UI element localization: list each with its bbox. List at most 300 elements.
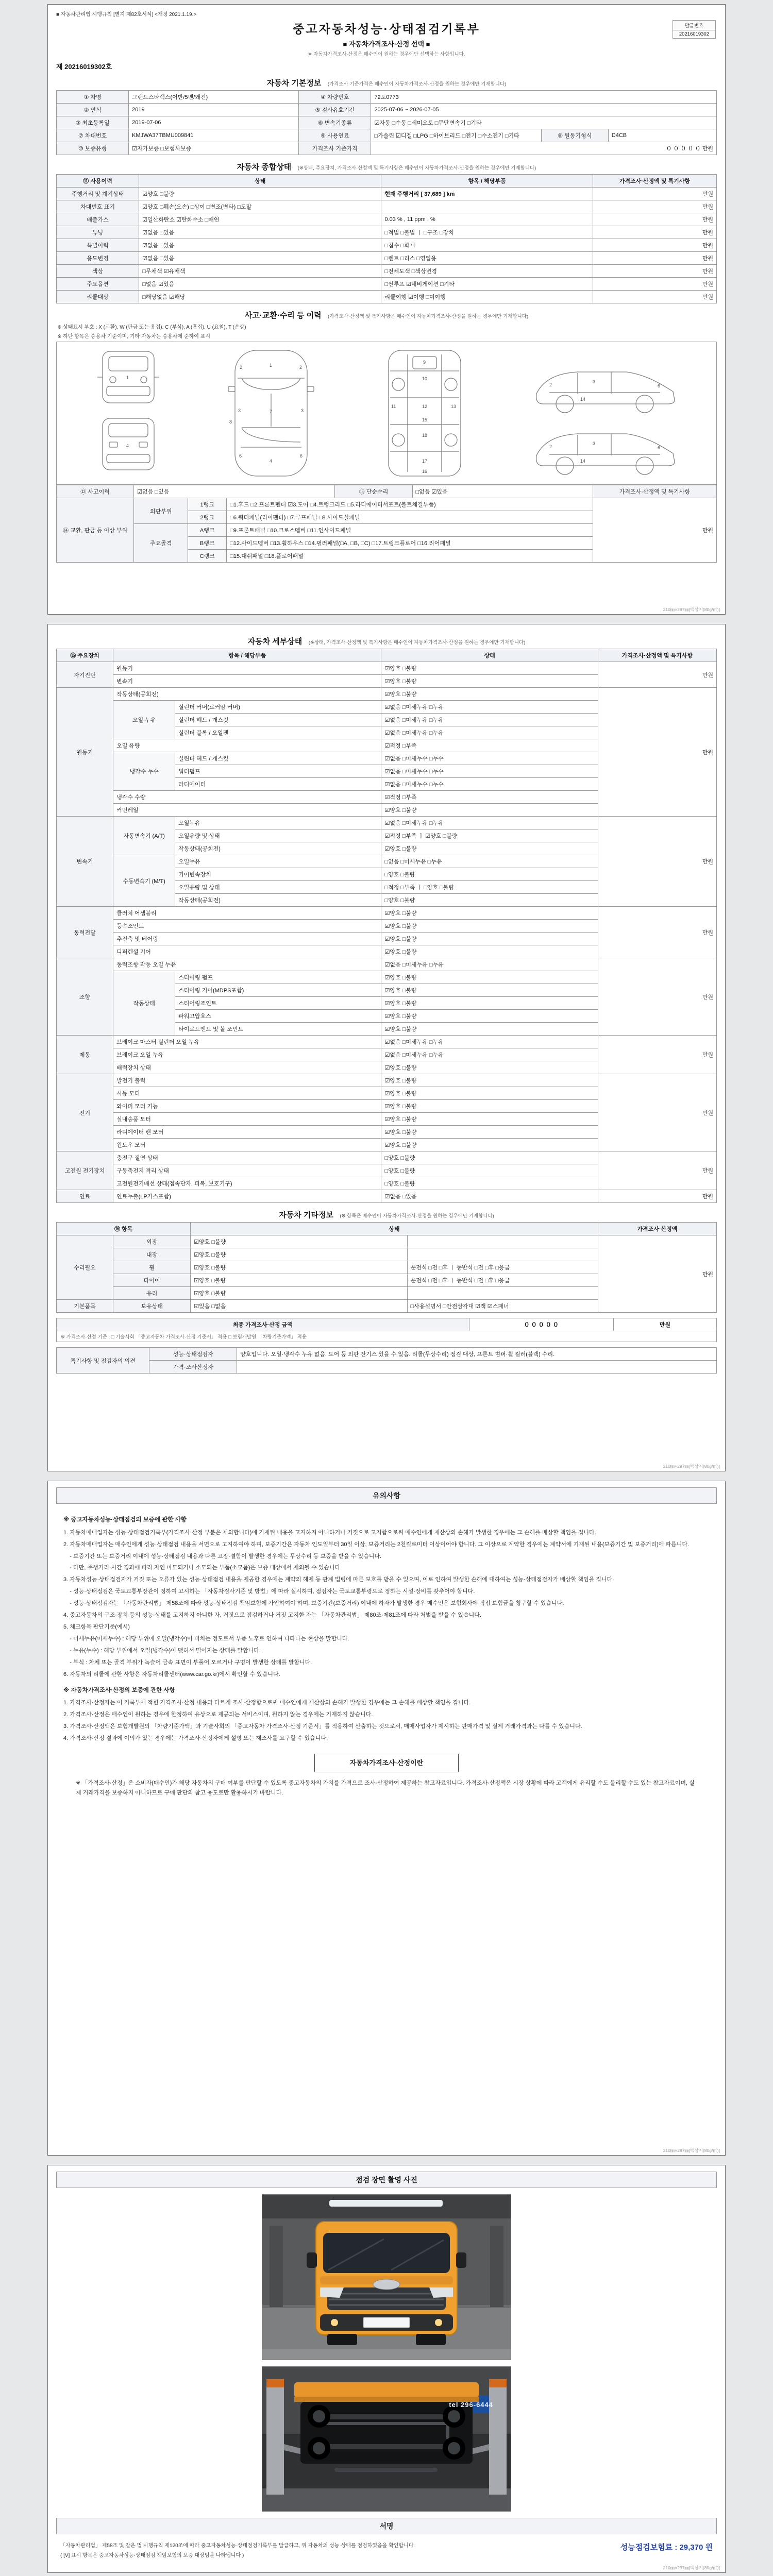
row-label-exterior: 외장 — [113, 1235, 191, 1248]
basic-info-table — [56, 90, 717, 155]
accident-history-table — [56, 485, 717, 498]
group-price-cell: 만원 — [598, 1190, 716, 1203]
row-label-possession: 보유상태 — [113, 1300, 191, 1313]
checkbox-group-state[interactable]: □양호 □불량 — [381, 894, 598, 907]
col-header-state: 상태 — [139, 175, 381, 188]
accident-legend-note: ※ 하단 항목은 승용차 기준이며, 기타 자동차는 승용차에 준하여 표시 — [57, 334, 210, 340]
extra-cell — [407, 1235, 598, 1248]
section-accident-head — [56, 310, 717, 320]
notice-subitem: - 보증기간 또는 보증거리 이내에 성능·상태점검 내용과 다른 고장·결함이 발생한 경우에는 무상수리 등 보증을 받을 수 있습니다. — [63, 1553, 382, 1560]
checkbox-group-rank2[interactable]: □6.쿼터패널(리어펜더) □7.루프패널 □8.사이드실패널 — [227, 511, 593, 524]
mileage-value: 현재 주행거리 [ 37,689 ] km — [381, 188, 593, 200]
remarks-inspector-label: 성능·상태점검자 — [149, 1348, 237, 1361]
checkbox-group-accident-history[interactable]: ☑없음 □있음 — [134, 485, 335, 498]
checkbox-group-color[interactable]: □무채색 ☑유채색 — [139, 265, 381, 278]
checkbox-group-state[interactable]: ☑양호 □불량 — [381, 997, 598, 1010]
section-accident-subtitle: (가격조사·산정액 및 특기사항은 매수인이 자동차가격조사·산정을 원하는 경우에만 기재합니다) — [328, 314, 529, 319]
section-other-title: 자동차 기타정보 — [279, 1211, 333, 1219]
checkbox-group-state[interactable]: ☑양호 □불량 — [381, 1126, 598, 1139]
checkbox-group-state[interactable]: ☑없음 □미세누유 □누유 — [381, 958, 598, 971]
checkbox-group-state[interactable]: ☑양호 □불량 — [381, 804, 598, 817]
checkbox-group-possession[interactable]: ☑있음 □없음 — [191, 1300, 407, 1313]
svg-text:6: 6 — [658, 383, 661, 388]
item-cell: 실내송풍 모터 — [113, 1113, 381, 1126]
field-value-base-price: ０ ０ ０ ０ ０ 만원 — [371, 142, 717, 155]
field-label-engine-type: ⑧ 원동기형식 — [541, 129, 608, 142]
checkbox-group-fuel[interactable]: □가솔린 ☑디젤 □LPG □하이브리드 □전기 □수소전기 □기타 — [371, 129, 541, 142]
svg-text:4: 4 — [126, 443, 129, 448]
row-label-tire: 타이어 — [113, 1274, 191, 1287]
part-mt: 수동변속기 (M/T) — [113, 855, 175, 907]
table-row — [57, 1190, 717, 1203]
table-row — [57, 252, 717, 265]
checkbox-group-state[interactable]: ☑양호 □불량 — [381, 675, 598, 688]
item-cell: 등속조인트 — [113, 920, 381, 933]
field-label-inspection-period: ⑤ 검사유효기간 — [299, 104, 371, 116]
page-title: 중고자동차성능·상태점검기록부 — [293, 22, 480, 36]
item-cell: 커먼레일 — [113, 804, 381, 817]
other-price-cell: 만원 — [598, 1235, 716, 1313]
field-label-base-price: 가격조사 기준가격 — [299, 142, 371, 155]
group-price-cell: 만원 — [598, 1074, 716, 1151]
accident-price-cell: 만원 — [593, 498, 716, 563]
item-cell: 원동기 — [113, 662, 381, 675]
svg-text:7: 7 — [270, 409, 273, 414]
notice-item: 1. 자동차매매업자는 성능·상태점검기록부(가격조사·산정 부분은 제외합니다)에 기재된 내용을 고지하지 아니하거나 거짓으로 고지함으로써 매수인에게 재산상의 손해가 발생한 경우에는 그 손해를 배상할 책임을 집니다. — [63, 1529, 596, 1536]
field-value-car-name: 그랜드스타렉스(어반/5밴/왜건) — [129, 91, 299, 104]
svg-text:18: 18 — [422, 433, 427, 438]
item-cell: 실린더 헤드 / 개스킷 — [175, 714, 381, 726]
checkbox-group-state[interactable]: ☑양호 □불량 — [381, 842, 598, 855]
group-fuel: 연료 — [57, 1190, 113, 1203]
col-header-other-state: 상태 — [191, 1223, 598, 1235]
group-price-cell: 만원 — [598, 1151, 716, 1190]
notice-item: 1. 가격조사·산정자는 이 기록부에 적힌 가격조사·산정 내용과 다르게 조사·산정함으로써 매수인에게 재산상의 손해가 발생한 경우에는 그 손해를 배상할 책임을 집니다. — [63, 1700, 471, 1706]
checkbox-group-color-detail[interactable]: □전체도색 □색상변경 — [381, 265, 593, 278]
row-label-color: 색상 — [57, 265, 139, 278]
checkbox-group-state[interactable]: ☑적정 □부족 ㅣ ☑양호 □불량 — [381, 829, 598, 842]
notice-subitem: - 성능·상태점검은 국토교통부장관이 정하여 고시하는 「자동차검사기준 및 방법」에 따라 실시하며, 점검자는 국토교통부령으로 정하는 시설·장비를 갖추어야 합니다. — [63, 1588, 475, 1595]
table-row — [57, 1235, 717, 1248]
checkbox-group-state[interactable]: ☑적정 □부족 — [381, 791, 598, 804]
checkbox-group-state[interactable]: □없음 □미세누유 □누유 — [381, 855, 598, 868]
accident-price-header: 가격조사·산정액 및 특기사항 — [593, 485, 716, 498]
row-label-options: 주요옵션 — [57, 278, 139, 291]
detail-state-table — [56, 649, 717, 1203]
checkbox-group-state[interactable]: ☑양호 □불량 — [381, 662, 598, 675]
table-row — [57, 1361, 717, 1374]
svg-text:1: 1 — [270, 363, 273, 368]
price-cell: 만원 — [593, 213, 716, 226]
remarks-appraiser-label: 가격·조사산정자 — [149, 1361, 237, 1374]
checkbox-group-state[interactable]: □양호 □불량 — [381, 1151, 598, 1164]
item-cell: 고전원전기배선 상태(접속단자, 피복, 보호기구) — [113, 1177, 381, 1190]
section-basic-title: 자동차 기본정보 — [266, 79, 322, 88]
part-at: 자동변속기 (A/T) — [113, 817, 175, 855]
table-row — [57, 226, 717, 239]
checkbox-group-state[interactable]: □양호 □불량 — [381, 868, 598, 881]
svg-text:6: 6 — [300, 453, 303, 459]
row-label-usage-change: 용도변경 — [57, 252, 139, 265]
section-other-head — [56, 1209, 717, 1220]
checkbox-group-interior[interactable]: ☑양호 □불량 — [191, 1248, 407, 1261]
section-overall-title: 자동차 종합상태 — [237, 163, 292, 172]
checkbox-group-basic-items[interactable]: □사용설명서 □안전삼각대 ☑잭 ☑스패너 — [407, 1300, 598, 1313]
item-cell: 워터펌프 — [175, 765, 381, 778]
checkbox-group-usage-change[interactable]: ☑없음 □있음 — [139, 252, 381, 265]
rank1-label: 1랭크 — [188, 498, 227, 511]
checkbox-group-wheel-position[interactable]: 운전석 □전 □후 ㅣ 동반석 □전 □후 □응급 — [407, 1261, 598, 1274]
col-header-item: 항목 / 해당부품 — [113, 649, 381, 662]
remarks-appraiser-text — [237, 1361, 717, 1374]
notice-subitem: - 부식 : 차체 또는 골격 부위가 녹슬어 금속 표면이 부풀어 오르거나 구멍이 발생한 상태를 말합니다. — [63, 1659, 312, 1666]
section-overall-head — [56, 161, 717, 172]
notice-item: 2. 가격조사·산정은 매수인이 원하는 경우에 한정하여 유상으로 제공되는 서비스이며, 원하지 않는 경우에는 기재하지 않습니다. — [63, 1711, 373, 1718]
checkbox-group-state[interactable]: ☑없음 □미세누유 □누유 — [381, 714, 598, 726]
price-cell: 만원 — [593, 252, 716, 265]
section-accident-title: 사고·교환·수리 등 이력 — [244, 311, 322, 320]
notice-item: 3. 가격조사·산정액은 보험개발원의 「차량기준가액」과 기술사회의 「중고자동차 가격조사·산정 기준서」를 적용하여 산출하는 것으로서, 매매사업자가 제시하는 판매가격 및 실제 거래가격과는 다를 수 있습니다. — [63, 1723, 582, 1730]
car-diagram-frame-view — [376, 346, 474, 480]
svg-text:13: 13 — [450, 404, 456, 409]
checkbox-group-state[interactable]: ☑적정 □부족 — [381, 739, 598, 752]
item-cell: 작동상태(공회전) — [175, 842, 381, 855]
table-row — [57, 291, 717, 303]
col-header-extra: 항목 / 해당부품 — [381, 175, 593, 188]
group-engine: 원동기 — [57, 688, 113, 817]
table-row — [57, 265, 717, 278]
item-cell: 충전구 절연 상태 — [113, 1151, 381, 1164]
table-row — [57, 213, 717, 226]
checkbox-group-vin-marking[interactable]: ☑양호 □훼손(오손) □상이 □변조(변타) □도말 — [139, 200, 381, 213]
checkbox-group-wheel[interactable]: ☑양호 □불량 — [191, 1261, 407, 1274]
part-operation: 작동상태 — [113, 971, 175, 1036]
car-diagram-side-views — [529, 346, 683, 480]
section-other-subtitle: (※ 항목은 매수인이 자동차가격조사·산정을 원하는 경우에만 기재합니다) — [340, 1213, 494, 1219]
item-cell: 오일유량 및 상태 — [175, 829, 381, 842]
group-high-voltage: 고전원 전기장치 — [57, 1151, 113, 1190]
checkbox-group-state[interactable]: ☑양호 □불량 — [381, 920, 598, 933]
panel-basic-info — [47, 4, 726, 615]
notice-subitem: - 미세누유(미세누수) : 해당 부위에 오일(냉각수)이 비치는 정도로서 부품 노후로 인하여 나타나는 현상을 말합니다. — [63, 1635, 349, 1642]
checkbox-group-state[interactable]: ☑없음 □미세누수 □누수 — [381, 752, 598, 765]
field-label-car-name: ① 차명 — [57, 91, 129, 104]
item-cell: 실린더 블록 / 오일팬 — [175, 726, 381, 739]
price-cell: 만원 — [593, 239, 716, 252]
price-cell: 만원 — [593, 226, 716, 239]
extra-cell — [381, 200, 593, 213]
row-label-vin-marking: 차대번호 표기 — [57, 200, 139, 213]
group-price-cell: 만원 — [598, 688, 716, 817]
remarks-title: 특기사항 및 점검자의 의견 — [57, 1348, 149, 1374]
svg-text:8: 8 — [229, 419, 232, 425]
item-cell: 오일누유 — [175, 817, 381, 829]
checkbox-group-rank1[interactable]: □1.후드 □2.프론트펜더 ☑3.도어 □4.트렁크리드 □5.라디에이터서포트(볼트체결부품) — [227, 498, 593, 511]
checkbox-group-state[interactable]: ☑없음 □미세누유 □누유 — [381, 1036, 598, 1048]
row-label-recall: 리콜대상 — [57, 291, 139, 303]
checkbox-group-tire-position[interactable]: 운전석 □전 □후 ㅣ 동반석 □전 □후 □응급 — [407, 1274, 598, 1287]
group-self-diagnosis: 자기진단 — [57, 662, 113, 688]
notice-section1-title: ※ 중고자동차성능·상태점검의 보증에 관한 사항 — [63, 1517, 187, 1523]
checkbox-group-rankC[interactable]: □15.대쉬패널 □18.플로어패널 — [227, 550, 593, 563]
checkbox-group-recall[interactable]: □해당없음 ☑해당 — [139, 291, 381, 303]
checkbox-group-rankB[interactable]: □12.사이드멤버 □13.휠하우스 □14.필러패널(□A, □B, □C) □17.트렁크플로어 □16.리어패널 — [227, 537, 593, 550]
svg-text:16: 16 — [422, 469, 427, 474]
checkbox-group-state[interactable]: ☑양호 □불량 — [381, 688, 598, 701]
table-row — [57, 278, 717, 291]
svg-text:6: 6 — [658, 445, 661, 450]
field-label-transmission: ⑥ 변속기종류 — [299, 116, 371, 129]
panel-photos-signature — [47, 2165, 726, 2573]
inspection-photo-underbody — [262, 2366, 511, 2512]
item-cell: 구동축전지 격리 상태 — [113, 1164, 381, 1177]
field-value-inspection-period: 2025-07-06 ~ 2026-07-05 — [371, 104, 717, 116]
svg-text:6: 6 — [239, 453, 242, 459]
checkbox-group-exterior[interactable]: ☑양호 □불량 — [191, 1235, 407, 1248]
emission-values: 0.03 % , 11 ppm , % — [381, 213, 593, 226]
col-header-device: ⑮ 주요장치 — [57, 649, 113, 662]
item-cell: 변속기 — [113, 675, 381, 688]
item-cell: 냉각수 수량 — [113, 791, 381, 804]
page-footer-spec: 210㎜×297㎜[백상지(80g/㎡)] — [663, 607, 720, 612]
item-cell: 파워고압호스 — [175, 1010, 381, 1023]
checkbox-group-state[interactable]: ☑없음 □미세누유 □누유 — [381, 701, 598, 714]
checkbox-group-glass[interactable]: ☑양호 □불량 — [191, 1287, 407, 1300]
checkbox-group-state[interactable]: ☑양호 □불량 — [381, 1074, 598, 1087]
van-front-illustration — [262, 2195, 511, 2360]
table-row — [57, 1036, 717, 1048]
checkbox-group-recall-detail[interactable]: 리콜이행 ☑이행 □미이행 — [381, 291, 593, 303]
checkbox-group-rankA[interactable]: □9.프론트패널 □10.크로스멤버 □11.인사이드패널 — [227, 524, 593, 537]
section-details-subtitle: (※상태, 가격조사·산정액 및 특기사항은 매수인이 자동차가격조사·산정을 원하는 경우에만 기재합니다) — [308, 640, 526, 646]
row-label-special-history: 특별이력 — [57, 239, 139, 252]
notice-item: 5. 체크항목 판단기준(예시) — [63, 1624, 130, 1631]
overall-state-table — [56, 174, 717, 303]
simple-repair-label: ⑬ 단순수리 — [335, 485, 412, 498]
checkbox-group-state[interactable]: ☑양호 □불량 — [381, 1010, 598, 1023]
car-diagram-front-rear-view — [90, 346, 167, 480]
table-row — [57, 662, 717, 675]
checkbox-group-options-detail[interactable]: □썬루프 ☑네비게이션 □기타 — [381, 278, 593, 291]
svg-text:11: 11 — [391, 404, 396, 409]
rank2-label: 2랭크 — [188, 511, 227, 524]
extra-cell — [407, 1248, 598, 1261]
svg-text:2: 2 — [549, 444, 552, 449]
notice-title: 유의사항 — [56, 1487, 717, 1504]
signature-statements — [60, 2540, 415, 2561]
checkbox-group-state[interactable]: □적정 □부족 ㅣ □양호 □불량 — [381, 881, 598, 894]
item-cell: 브레이크 마스터 실린더 오일 누유 — [113, 1036, 381, 1048]
checkbox-group-transmission[interactable]: ☑자동 □수동 □세미오토 □무단변속기 □기타 — [371, 116, 717, 129]
checkbox-group-state[interactable]: ☑양호 □불량 — [381, 1061, 598, 1074]
page-subtitle: ■ 자동차가격조사·산정 선택 ■ — [343, 40, 430, 48]
checkbox-group-state[interactable]: ☑양호 □불량 — [381, 1113, 598, 1126]
notice-item: 4. 중고자동차의 구조·장치 등의 성능·상태를 고지하지 아니한 자, 거짓으로 점검하거나 거짓 고지한 자는 「자동차관리법」 제80조·제81조에 따라 처벌을 받을 수 있습니다. — [63, 1612, 481, 1619]
svg-text:1: 1 — [126, 375, 129, 380]
col-header-other-price: 가격조사·산정액 — [598, 1223, 716, 1235]
svg-text:14: 14 — [580, 459, 586, 464]
panel-detail-state — [47, 624, 726, 1471]
field-value-first-registration: 2019-07-06 — [129, 116, 299, 129]
section-details-head — [56, 636, 717, 647]
svg-text:10: 10 — [422, 376, 427, 381]
row-label-glass: 유리 — [113, 1287, 191, 1300]
checkbox-group-tire[interactable]: ☑양호 □불량 — [191, 1274, 407, 1287]
group-brake: 제동 — [57, 1036, 113, 1074]
col-header-price: 가격조사·산정액 및 특기사항 — [593, 175, 716, 188]
checkbox-group-emission[interactable]: ☑일산화탄소 ☑탄화수소 □매연 — [139, 213, 381, 226]
checkbox-group-state[interactable]: ☑없음 □있음 — [381, 1190, 598, 1203]
section-basic-head — [56, 77, 717, 88]
item-cell: 실린더 커버(로커암 커버) — [175, 701, 381, 714]
rankB-label: B랭크 — [188, 537, 227, 550]
table-row — [57, 907, 717, 920]
notice-section2-title: ※ 자동차가격조사·산정의 보증에 관한 사항 — [63, 1687, 175, 1693]
row-label-mileage: 주행거리 및 계기상태 — [57, 188, 139, 200]
document-page — [47, 0, 726, 2573]
checkbox-group-state[interactable]: ☑양호 □불량 — [381, 945, 598, 958]
outer-panel-label: 외판부위 — [134, 498, 188, 524]
price-basis-note: ※ 가격조사·산정 기준 : □ 기술사회 「중고자동차 가격조사·산정 기준서」 적용 □ 보험개발원 「차량기준가액」 적용 — [56, 1331, 717, 1342]
notice-item: 6. 자동차의 리콜에 관한 사항은 자동차리콜센터(www.car.go.kr)에서 확인할 수 있습니다. — [63, 1671, 280, 1677]
field-label-warranty-type: ⑩ 보증유형 — [57, 142, 129, 155]
checkbox-group-warranty-type[interactable]: ☑자가보증 □보험사보증 — [129, 142, 299, 155]
checkbox-group-mileage-state[interactable]: ☑양호 □불량 — [139, 188, 381, 200]
table-row — [57, 200, 717, 213]
svg-text:12: 12 — [422, 404, 427, 409]
checkbox-group-options[interactable]: □없음 ☑있음 — [139, 278, 381, 291]
remarks-inspector-text: 양호입니다. 오일·냉각수 누유 없음. 도어 등 외판 잔기스 있을 수 있음. 리콜(무상수리) 점검 대상, 프론트 범퍼·휠 컬러(블랙) 수리. — [237, 1348, 717, 1361]
issue-number-label: 발급번호 — [673, 21, 715, 30]
svg-text:3: 3 — [593, 441, 596, 446]
checkbox-group-special-history[interactable]: ☑없음 □있음 — [139, 239, 381, 252]
checkbox-group-state[interactable]: ☑없음 □미세누유 □누유 — [381, 726, 598, 739]
item-cell: 시동 모터 — [113, 1087, 381, 1100]
signature-title: 서명 — [56, 2518, 717, 2534]
table-row — [57, 817, 717, 829]
col-header-detail-price: 가격조사·산정액 및 특기사항 — [598, 649, 716, 662]
notice-subitem: - 다만, 주행거리·시간 경과에 따라 자연 마모되거나 소모되는 부품(소모품)은 보증 대상에서 제외될 수 있습니다. — [63, 1565, 342, 1571]
item-cell: 클러치 어셈블리 — [113, 907, 381, 920]
group-price-cell: 만원 — [598, 817, 716, 907]
panel-notice — [47, 1481, 726, 2156]
field-label-vin: ⑦ 차대번호 — [57, 129, 129, 142]
item-cell: 스티어링 펌프 — [175, 971, 381, 984]
checkbox-group-state[interactable]: ☑양호 □불량 — [381, 1100, 598, 1113]
field-label-model-year: ② 연식 — [57, 104, 129, 116]
group-price-cell: 만원 — [598, 1036, 716, 1074]
part-oil-leak: 오일 누유 — [113, 701, 175, 739]
price-appraisal-definition-text: ※ 「가격조사·산정」은 소비자(매수인)가 해당 자동차의 구매 여부를 판단할 수 있도록 중고자동차의 가치를 가격으로 조사·산정하여 제공하는 참고자료입니다. 가격조사·산정액은 시장 상황에 따라 고객에게 유리할 수도 불리할 수도 있는 참고자료이며, 실제 거래가격을 보증하지 아니하므로 구매 판단의 참고 용도로만 활용하시기 바랍니다. — [76, 1780, 695, 1796]
price-cell: 만원 — [593, 200, 716, 213]
group-price-cell: 만원 — [598, 907, 716, 958]
photo-phone-caption: tel 296-6444 — [449, 2401, 493, 2409]
checkbox-group-state[interactable]: ☑양호 □불량 — [381, 984, 598, 997]
notice-item: 3. 자동차성능·상태점검자가 거짓 또는 오류가 있는 성능·상태점검 내용을 제공한 경우에는 계약의 해제 등 관계 법령에 따른 보호를 받을 수 있으며, 이로 인하여 발생한 손해에 대하여는 성능·상태점검자가 배상할 책임을 집니다. — [63, 1577, 614, 1583]
field-value-vin: KMJWA37TBMU009841 — [129, 129, 299, 142]
svg-text:15: 15 — [422, 417, 427, 422]
svg-text:3: 3 — [593, 379, 596, 384]
group-price-cell: 만원 — [598, 958, 716, 1036]
other-info-table — [56, 1222, 717, 1313]
car-damage-diagram — [56, 342, 717, 485]
checkbox-group-state[interactable]: ☑양호 □불량 — [381, 1023, 598, 1036]
page-footer-spec: 210㎜×297㎜[백상지(80g/㎡)] — [663, 2148, 720, 2153]
checkbox-group-special-history-detail[interactable]: □침수 □화재 — [381, 239, 593, 252]
signature-statement-1: 「자동차관리법」 제58조 및 같은 법 시행규칙 제120조에 따라 중고자동차성능·상태점검기록부를 발급하고, 위 자동차의 성능·상태를 점검하였음을 확인합니다. — [60, 2543, 415, 2549]
item-cell: 라디에이터 팬 모터 — [113, 1126, 381, 1139]
checkbox-group-state[interactable]: □양호 □불량 — [381, 1177, 598, 1190]
checkbox-group-simple-repair[interactable]: □없음 ☑있음 — [412, 485, 593, 498]
price-cell: 만원 — [593, 265, 716, 278]
page-footer-spec: 210㎜×297㎜[백상지(80g/㎡)] — [663, 1464, 720, 1469]
notice-subitem: - 누유(누수) : 해당 부위에서 오일(냉각수)이 맺혀서 떨어지는 상태를 말합니다. — [63, 1647, 261, 1654]
item-cell: 윈도우 모터 — [113, 1139, 381, 1151]
item-cell: 기어변속장치 — [175, 868, 381, 881]
group-powertrain: 동력전달 — [57, 907, 113, 958]
checkbox-group-state[interactable]: □양호 □불량 — [381, 1164, 598, 1177]
final-price-value: ０ ０ ０ ０ ０ — [469, 1318, 613, 1331]
price-appraisal-definition-title: 자동차가격조사·산정이란 — [314, 1754, 459, 1772]
svg-text:2: 2 — [240, 365, 243, 370]
van-underbody-illustration — [262, 2367, 511, 2511]
section-basic-subtitle: (가격조사 기준가격은 매수인이 자동차가격조사·산정을 원하는 경우에만 기재합니다) — [327, 81, 507, 87]
part-coolant-leak: 냉각수 누수 — [113, 752, 175, 791]
signature-statement-2: ( [V] 표시 항목은 중고자동차성능·상태점검 책임보험의 보증 대상임을 나타냅니다 ) — [60, 2553, 244, 2558]
checkbox-group-state[interactable]: ☑없음 □미세누유 □누유 — [381, 1048, 598, 1061]
final-price-label: 최종 가격조사·산정 금액 — [57, 1318, 469, 1331]
field-label-fuel: ⑨ 사용연료 — [299, 129, 371, 142]
checkbox-group-state[interactable]: ☑양호 □불량 — [381, 971, 598, 984]
checkbox-group-state[interactable]: ☑없음 □미세누유 □누유 — [381, 817, 598, 829]
notice-item: 4. 가격조사·산정 결과에 이의가 있는 경우에는 가격조사·산정자에게 설명 또는 재조사를 요구할 수 있습니다. — [63, 1735, 328, 1742]
item-cell: 와이퍼 모터 기능 — [113, 1100, 381, 1113]
checkbox-group-usage-change-detail[interactable]: □렌트 □리스 □영업용 — [381, 252, 593, 265]
item-cell: 실린더 헤드 / 개스킷 — [175, 752, 381, 765]
checkbox-group-tuning[interactable]: ☑없음 □있음 — [139, 226, 381, 239]
checkbox-group-state[interactable]: ☑양호 □불량 — [381, 1139, 598, 1151]
row-label-interior: 내장 — [113, 1248, 191, 1261]
item-cell: 연료누출(LP가스포함) — [113, 1190, 381, 1203]
rankC-label: C랭크 — [188, 550, 227, 563]
issue-number-box — [673, 20, 716, 39]
checkbox-group-state[interactable]: ☑없음 □미세누수 □누수 — [381, 778, 598, 791]
page-footer-spec: 210㎜×297㎜[백상지(80g/㎡)] — [663, 2565, 720, 2570]
item-cell: 배력장치 상태 — [113, 1061, 381, 1074]
checkbox-group-state[interactable]: ☑없음 □미세누수 □누수 — [381, 765, 598, 778]
table-row — [57, 1348, 717, 1361]
checkbox-group-state[interactable]: ☑양호 □불량 — [381, 1087, 598, 1100]
table-row — [57, 239, 717, 252]
checkbox-group-tuning-detail[interactable]: □적법 □불법 ㅣ □구조 □장치 — [381, 226, 593, 239]
field-label-first-registration: ③ 최초등록일 — [57, 116, 129, 129]
checkbox-group-state[interactable]: ☑양호 □불량 — [381, 907, 598, 920]
svg-text:14: 14 — [580, 397, 586, 402]
svg-text:4: 4 — [270, 459, 273, 464]
item-cell: 동력조향 작동 오일 누유 — [113, 958, 381, 971]
car-diagram-top-view — [222, 346, 320, 480]
document-number: 제 20216019302호 — [56, 63, 112, 71]
checkbox-group-state[interactable]: ☑양호 □불량 — [381, 933, 598, 945]
accident-legend-codes: ※ 상태표시 부호 : X (교환), W (판금 또는 용접), C (부식), A (흠집), U (요철), T (손상) — [57, 325, 246, 330]
law-reference: ■ 자동차관리법 시행규칙 [별지 제82호서식] <개정 2021.1.19.> — [56, 12, 197, 18]
table-row — [57, 688, 717, 701]
group-transmission: 변속기 — [57, 817, 113, 907]
group-repair-needed: 수리필요 — [57, 1235, 113, 1300]
price-cell: 만원 — [593, 278, 716, 291]
exchange-label: ⑭ 교환, 판금 등 이상 부위 — [57, 498, 134, 563]
item-cell: 작동상태(공회전) — [175, 894, 381, 907]
